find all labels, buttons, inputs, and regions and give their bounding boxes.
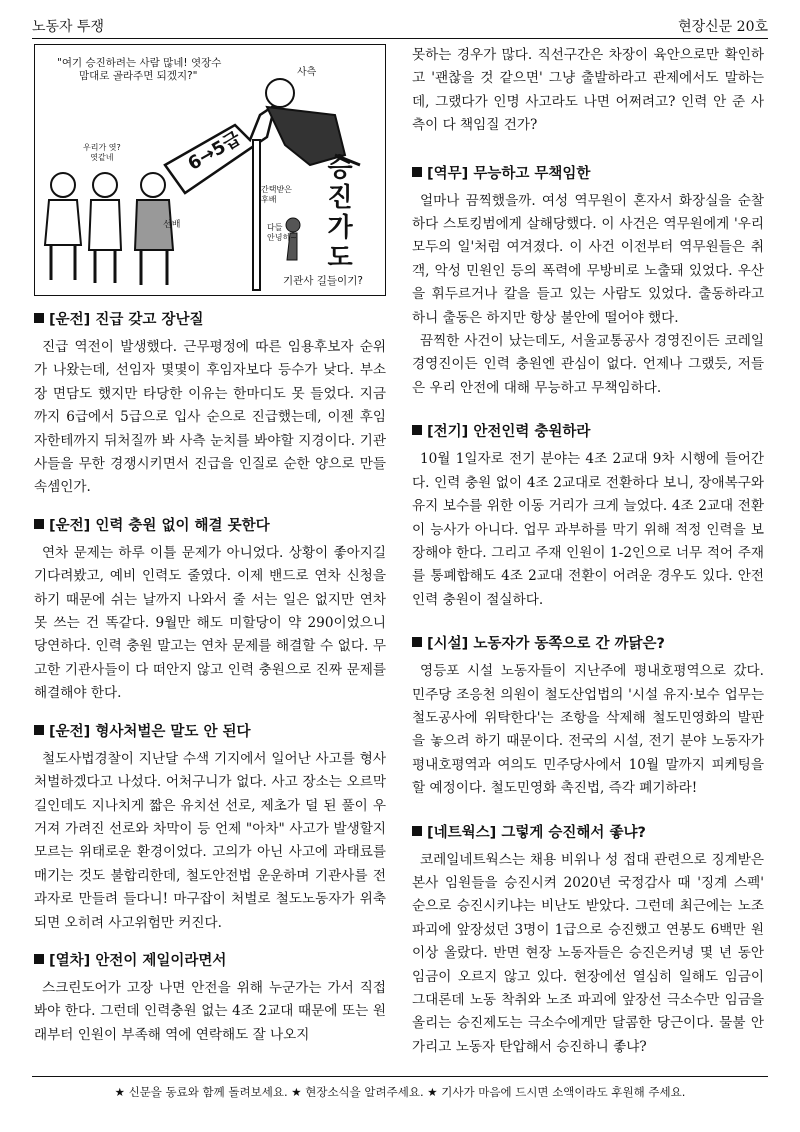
article-title: [운전] 형사처벌은 말도 안 된다 — [34, 722, 386, 742]
article-driving-staffing — [34, 516, 386, 706]
square-bullet-icon — [34, 954, 44, 964]
right-column — [412, 47, 764, 1075]
article-networks — [412, 823, 764, 1060]
article-body: 영등포 시설 노동자들이 지난주에 평내호평역으로 갔다. 민주당 조응천 의원이 철도산업법의 '시설 유지·보수 업무는 철도공사에 위탁한다'는 조항을 삭제해 철도민영화의 발판을 놓으려 하기 때문이다. 전국의 시설, 전기 분야 노동자가 평내호평역과 여의도 민주당사에서 10월 말까지 피케팅을 할 예정이다. 철도민영화 촉진법, 즉각 폐기하라! — [412, 663, 764, 797]
cartoon-label-boss: 사측 — [297, 67, 317, 78]
article-title: [역무] 무능하고 무책임한 — [412, 164, 764, 184]
cartoon-label-junior: 간택받은 후배 — [261, 185, 292, 204]
article-title: [운전] 인력 충원 없이 해결 못한다 — [34, 516, 386, 536]
cartoon-label-bye: 다들 안녕히~ — [267, 223, 297, 242]
square-bullet-icon — [34, 313, 44, 323]
article-body: 얼마나 끔찍했을까. 여성 역무원이 혼자서 화장실을 순찰하다 스토킹범에게 살해당했다. 이 사건은 역무원에게 '우리 모두의 일'처럼 여겨졌다. 이 사건 이전부터 역무원들은 취객, 악성 민원인 등의 폭력에 무방비로 노출돼 있었다. 우산을 휘두르거나 칼을 들고 있는 사람도 있었다. 출동하라고 하니 출동은 하지만 항상 불안에 떨어야 했다. — [412, 192, 764, 326]
footer-notice: ★ 신문을 동료와 함께 돌려보세요. ★ 현장소식을 알려주세요. ★ 기사가 마음에 드시면 소액이라도 후원해 주세요. — [114, 1085, 686, 1099]
page-header — [32, 14, 768, 36]
left-column — [34, 44, 386, 1063]
article-title: [전기] 안전인력 충원하라 — [412, 422, 764, 442]
cartoon — [34, 44, 386, 296]
article-body: 철도사법경찰이 지난달 수색 기지에서 일어난 사고를 형사처벌하겠다고 나섰다. 어처구니가 없다. 사고 장소는 오르막길인데도 지나치게 짧은 유치선 선로, 제초가 덜 된 풀이 우거져 가려진 선로와 차막이 등 언제 "아차" 사고가 발생할지 모르는 위태로운 환경이었다. 고의가 아닌 사고에 과태료를 매기는 것도 불합리한데, 철도안전법 운운하며 기관사를 전과자로 만들려 들다니! 마구잡이 처벌로 철도노동자가 위축되면 오히려 사고위험만 커진다. — [34, 750, 386, 931]
square-bullet-icon — [34, 519, 44, 529]
article-train-safety-continued — [412, 44, 764, 138]
article-driving-punishment — [34, 722, 386, 935]
article-body: 끔찍한 사건이 났는데도, 서울교통공사 경영진이든 코레일 경영진이든 인력 충원엔 관심이 없다. 언제나 그랬듯, 저들은 우리 안전에 대해 무능하고 무책임하다. — [412, 333, 764, 396]
header-left: 노동자 투쟁 — [32, 19, 105, 35]
article-body: 10월 1일자로 전기 분야는 4조 2교대 9차 시행에 들어간다. 인력 충원 없이 4조 2교대로 전환하다 보니, 장애복구와 유지 보수를 위한 이동 거리가 크게 늘었다. 4조 2교대 전환이 능사가 아니다. 업무 과부하를 막기 위해 적정 인력을 보장해야 한다. 그리고 주재 인원이 1-2인으로 너무 적어 주재를 통폐합해도 4조 2교대 전환이 어려운 경우도 있다. 안전인력 충원이 절실하다. — [412, 451, 764, 608]
square-bullet-icon — [412, 425, 422, 435]
square-bullet-icon — [34, 725, 44, 735]
cartoon-vertical-title: 승 진 가 도 — [327, 153, 353, 273]
article-title: [운전] 진급 갖고 장난질 — [34, 310, 386, 330]
article-facilities — [412, 634, 764, 800]
article-body: 연차 문제는 하루 이틀 문제가 아니었다. 상황이 좋아지길 기다려봤고, 예비 인력도 줄였다. 이제 밴드로 연차 신청을 하기 때문에 쉬는 날까지 나와서 줄 서는 일은 없지만 연차 못 쓰는 건 똑같다. 9월만 해도 미할당이 약 290이었으니 당연하다. 인력 충원 말고는 연차 문제를 해결할 수 없다. 무고한 기관사들이 다 떠안지 않고 인력 충원으로 진짜 문제를 해결해야 한다. — [34, 544, 386, 702]
header-right: 현장신문 20호 — [678, 19, 768, 35]
cartoon-speech-small: 우리가 엿? 엿같네 — [83, 143, 121, 162]
article-driving-promotion — [34, 310, 386, 500]
cartoon-caption: 기관사 길들이기? — [283, 275, 363, 287]
article-body-continued: 못하는 경우가 많다. 직선구간은 차장이 육안으로만 확인하고 '괜찮을 것 같으면' 그냥 출발하라고 관제에서도 말하는데, 그랬다가 인명 사고라도 나면 어쩌려고? 인력 안 준 사측이 다 책임질 건가? — [412, 47, 764, 134]
cartoon-label-senior: 선배 — [163, 220, 181, 230]
cartoon-sign: 6→5급 — [184, 127, 245, 175]
square-bullet-icon — [412, 637, 422, 647]
article-body: 코레일네트웍스는 채용 비위나 성 접대 관련으로 징계받은 본사 임원들을 승진시켜 2020년 국정감사 때 '징계 스펙' 순으로 승진시키냐는 비난도 받았다. 그런데 최근에는 노조 파괴에 앞장섰던 3명이 1급으로 승진했고 연봉도 6백만 원 이상 올랐다. 반면 현장 노동자들은 승진은커녕 몇 년 동안 임금이 오르지 않고 있다. 현장에선 열심히 일해도 임금이 그대론데 노동 착취와 노조 파괴에 앞장선 극소수만 임금을 올리는 승진제도는 극소수에게만 달콤한 당근이다. 물불 안 가리고 노동자 탄압해서 승진하니 좋냐? — [412, 851, 764, 1055]
cartoon-quote: "여기 승진하려는 사람 많네! 엿장수 맘대로 골라주면 되겠지?" — [57, 57, 222, 82]
footer-rule — [32, 1076, 768, 1077]
square-bullet-icon — [412, 167, 422, 177]
article-electric — [412, 422, 764, 612]
article-body: 진급 역전이 발생했다. 근무평정에 따른 임용후보자 순위가 나왔는데, 선임자 몇몇이 후임자보다 등수가 낮다. 부소장 면담도 했지만 타당한 이유는 한마디도 못 들었다. 지금까지 6급에서 5급으로 입사 순으로 진급했는데, 이젠 후임자한테까지 뒤처질까 봐 사측 눈치를 봐야할 지경이다. 기관사들을 무한 경쟁시키면서 진급을 인질로 순한 양으로 만들 속셈인가. — [34, 339, 386, 496]
square-bullet-icon — [412, 826, 422, 836]
article-station-service — [412, 164, 764, 401]
article-title: [네트웍스] 그렇게 승진해서 좋냐? — [412, 823, 764, 843]
article-body: 스크린도어가 고장 나면 안전을 위해 누군가는 가서 직접 봐야 한다. 그런데 인력충원 없는 4조 2교대 때문에 또는 원래부터 인원이 부족해 역에 연락해도 잘 나오지 — [34, 979, 386, 1043]
article-train-safety — [34, 951, 386, 1047]
article-title: [열차] 안전이 제일이라면서 — [34, 951, 386, 971]
header-rule — [32, 38, 768, 39]
article-title: [시설] 노동자가 동쪽으로 간 까닭은? — [412, 634, 764, 654]
